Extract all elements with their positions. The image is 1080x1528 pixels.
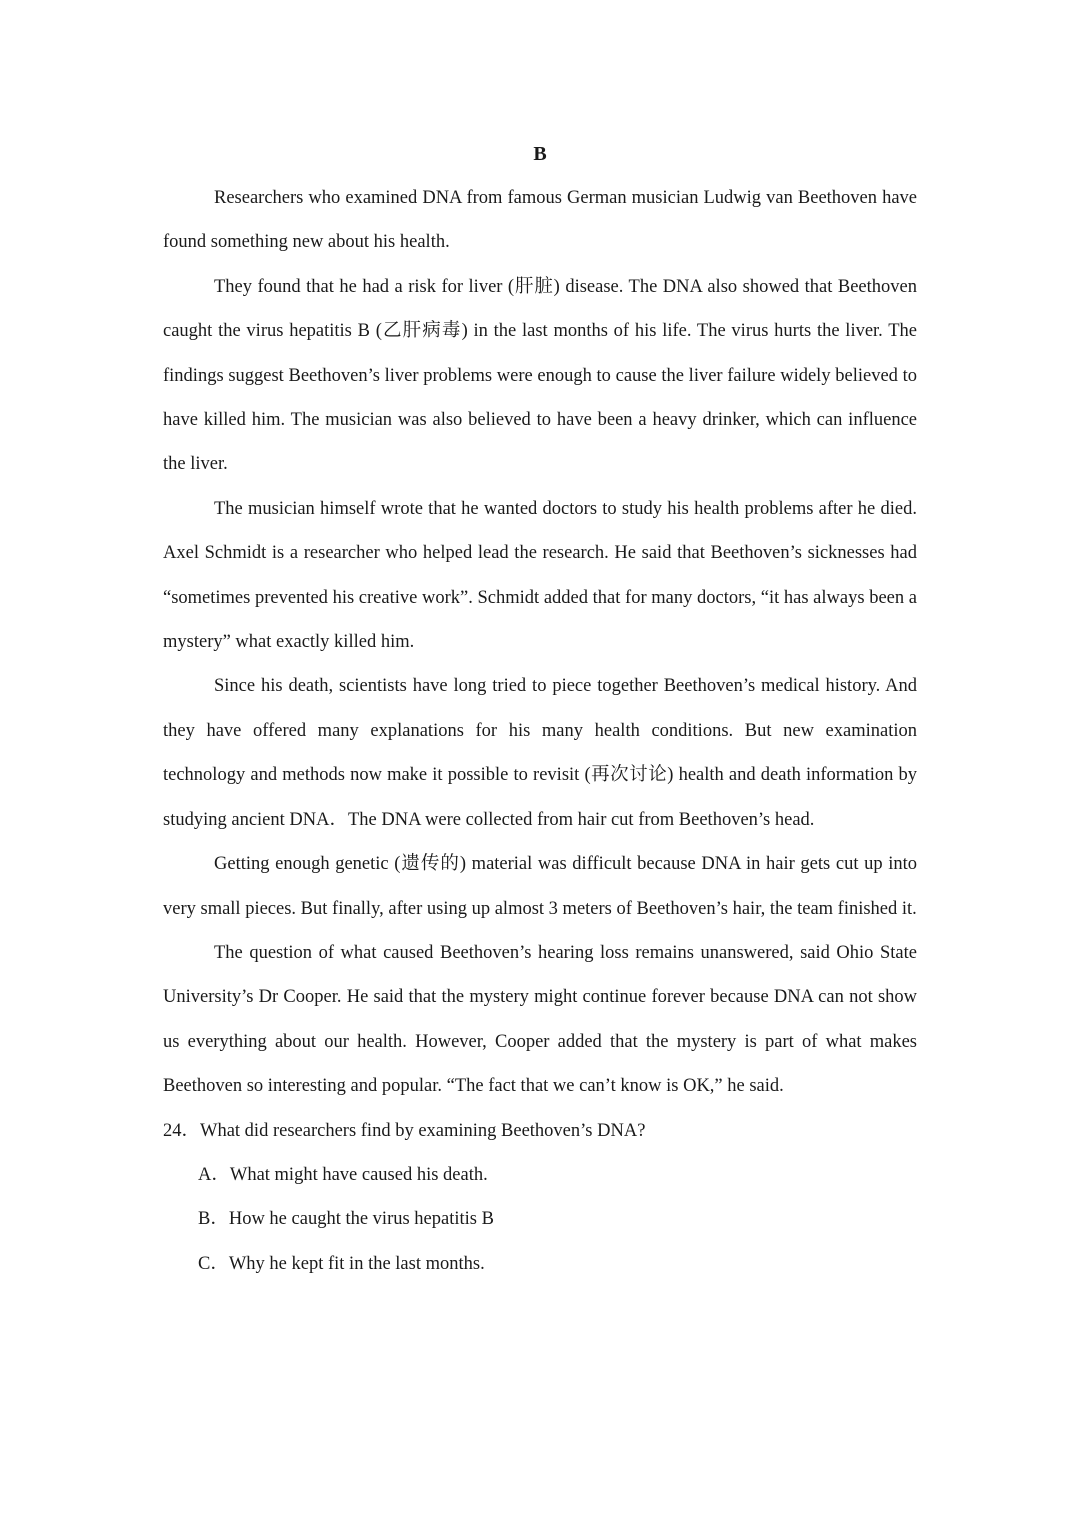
paragraph-2: They found that he had a risk for liver (肝脏) disease. The DNA also showed that Beethoven caught the virus hepatitis B (乙肝病毒) in the last months of his life. The virus hurts the liver. The findings suggest Beethoven’s liver problems were enough to cause the liver failure widely believed to have killed him. The musician was also believed to have been a heavy drinker, which can influence the liver. [163, 276, 917, 475]
option-c: C．Why he kept fit in the last months. [198, 1253, 485, 1274]
option-b: B．How he caught the virus hepatitis B [198, 1209, 494, 1230]
paragraph-1: Researchers who examined DNA from famous German musician Ludwig van Beethoven have found something new about his health. [163, 188, 917, 253]
paragraph-3: The musician himself wrote that he wanted doctors to study his health problems after he died. Axel Schmidt is a researcher who helped lead the research. He said that Beethoven’s sicknesses had “sometimes prevented his creative work”. Schmidt added that for many doctors, “it has always been a mystery” what exactly killed him. [163, 498, 917, 653]
paragraph-4: Since his death, scientists have long tried to piece together Beethoven’s medical history. And they have offered many explanations for his many health conditions. But new examination technology and methods now make it possible to revisit (再次讨论) health and death information by studying ancient DNA．The DNA were collected from hair cut from Beethoven’s head. [163, 676, 917, 830]
section-title: B [533, 143, 547, 165]
option-a: A．What might have caused his death. [198, 1164, 488, 1185]
passage-body [163, 176, 917, 1286]
paragraph-6: The question of what caused Beethoven’s hearing loss remains unanswered, said Ohio State University’s Dr Cooper. He said that the mystery might continue forever because DNA can not show us everything about our health. However, Cooper added that the mystery is part of what makes Beethoven so interesting and popular. “The fact that we can’t know is OK,” he said. [163, 942, 917, 1097]
paragraph-5: Getting enough genetic (遗传的) material was difficult because DNA in hair gets cut up into very small pieces. But finally, after using up almost 3 meters of Beethoven’s hair, the team finished it. [163, 854, 917, 919]
question-24-stem: 24．What did researchers find by examining Beethoven’s DNA? [163, 1120, 646, 1141]
